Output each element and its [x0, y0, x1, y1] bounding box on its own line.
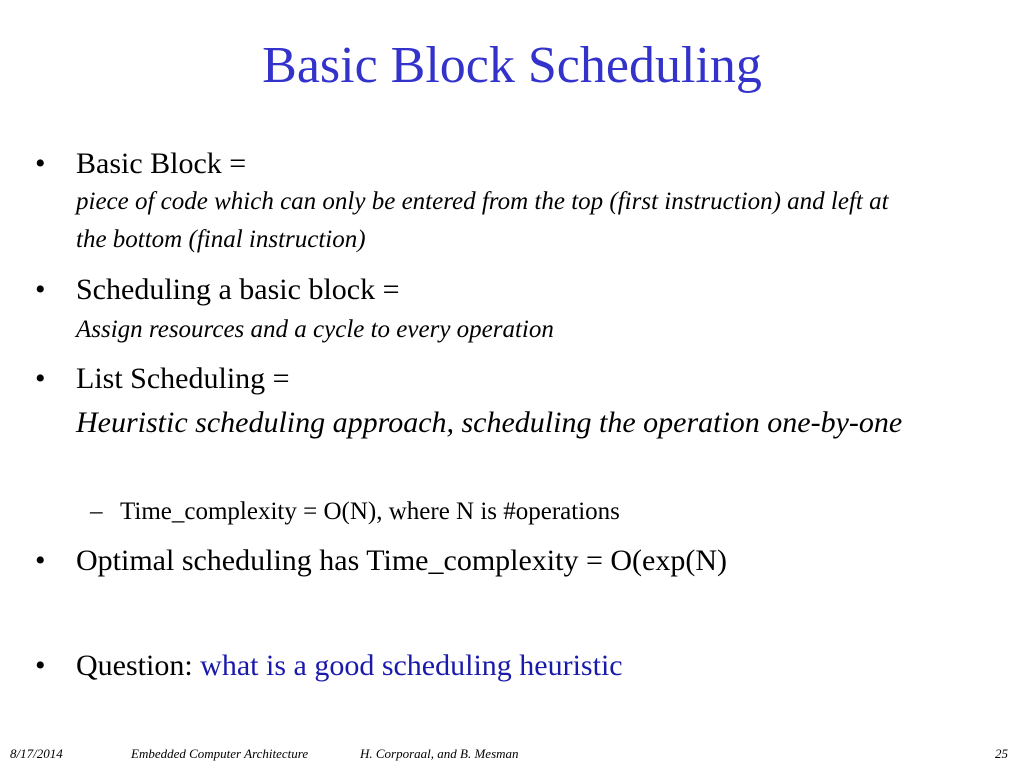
footer-date: 8/17/2014	[10, 746, 63, 761]
footer-course: Embedded Computer Architecture	[131, 746, 309, 761]
bullet-main-text: Scheduling a basic block =	[76, 273, 400, 306]
bullet-definition: Heuristic scheduling approach, scheduling the operation one-by-one	[76, 406, 903, 439]
bullet-marker: •	[35, 273, 46, 306]
bullet-marker: •	[35, 147, 46, 180]
bullet-main-text: Basic Block =	[76, 147, 247, 180]
bullet-marker: •	[35, 649, 46, 682]
bullet-main-text: List Scheduling =	[76, 362, 290, 395]
question-label: Question:	[76, 649, 201, 682]
bullet-marker: •	[35, 362, 46, 395]
bullet-definition: Assign resources and a cycle to every operation	[76, 316, 554, 343]
footer-page-number: 25	[995, 746, 1008, 761]
bullet-definition: piece of code which can only be entered from the top (first instruction) and left at the bottom (final instruction)	[76, 188, 889, 253]
sub-bullet-text: Time_complexity = O(N), where N is #operations	[120, 498, 620, 525]
question-highlight: what is a good scheduling heuristic	[200, 649, 623, 682]
sub-bullet-marker: –	[90, 498, 103, 525]
slide-title: Basic Block Scheduling	[262, 37, 762, 94]
bullet-marker: •	[35, 544, 46, 577]
bullet-main-text	[76, 648, 623, 684]
footer-authors: H. Corporaal, and B. Mesman	[360, 746, 519, 761]
bullet-main-text: Optimal scheduling has Time_complexity = O(exp(N)	[76, 544, 728, 577]
